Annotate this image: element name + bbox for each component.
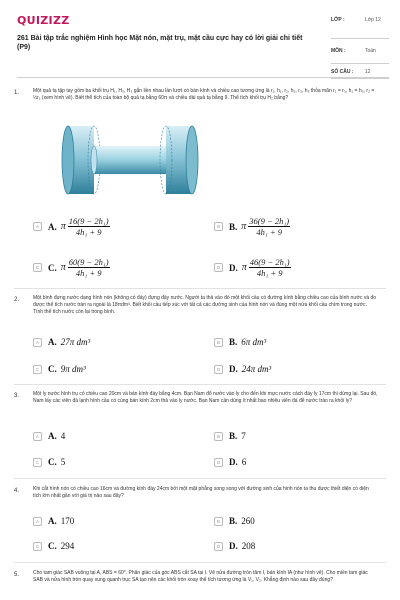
option-checkbox[interactable]: A bbox=[33, 517, 42, 526]
option-c[interactable] bbox=[33, 541, 74, 551]
option-checkbox[interactable]: D bbox=[214, 263, 223, 272]
option-c[interactable] bbox=[33, 457, 65, 467]
pi-symbol: π bbox=[60, 262, 66, 273]
option-b[interactable] bbox=[214, 516, 255, 526]
option-checkbox[interactable]: C bbox=[33, 458, 42, 467]
option-letter: D. bbox=[229, 541, 238, 551]
option-checkbox[interactable]: D bbox=[214, 365, 223, 374]
dumbbell-figure bbox=[60, 122, 200, 198]
meta-value: Lớp 12 bbox=[365, 17, 381, 23]
option-letter: B. bbox=[229, 431, 238, 441]
meta-value: Toán bbox=[365, 48, 376, 54]
option-checkbox[interactable]: B bbox=[214, 338, 223, 347]
option-letter: D. bbox=[229, 262, 238, 273]
fraction bbox=[248, 216, 290, 237]
option-letter: B. bbox=[229, 516, 238, 526]
quizizz-logo: QUIZIZZ bbox=[17, 14, 70, 27]
question-text: Cho tam giác SAB vuông tại A, ABS = 60°. Phân giác của góc ABS cắt SA tại I. Vẽ nửa đường tròn tâm I, bán kính IA (như hình vẽ). Cho miền tam giác SAB và nửa hình tròn quay xung quanh trục SA tạo nên các khối tròn xoay thể tích tương ứng là V₁, V₂. Khẳng định nào sau đây đúng? bbox=[33, 570, 368, 583]
question-text: Một quả tạ tập tay gồm ba khối trụ H₁, H₂, H₃ gắn liền nhau lần lượt có bán kính và chiều cao tương ứng là r₁, h₁, r₂, h₂, r₃, h₃ thỏa mãn r₁ = r₃, h₁ = h₃, r₂ = ½r₁ (xem hình vẽ). Biết thể tích của toàn bộ quả tạ bằng 60π và chiều dài quả tạ bằng 9. Thể tích khối trụ H₂ bằng? bbox=[33, 88, 375, 101]
header-divider bbox=[17, 77, 389, 78]
question-text: Một bình đựng nước dạng hình nón (không có đáy) đựng đầy nước. Người ta thả vào đó một khối cầu có đường kính bằng chiều cao của bình nước và đo được thể tích nước tràn ra ngoài là 18πdm³. Biết khối cầu tiếp xúc với tất cả các đường sinh của hình nón và đúng một nửa khối cầu chìm trong nước. Tính thể tích nước còn lại trong bình. bbox=[33, 295, 377, 315]
fraction bbox=[68, 257, 110, 278]
option-checkbox[interactable]: A bbox=[33, 338, 42, 347]
option-letter: C. bbox=[48, 541, 57, 551]
denominator: 4h₁ + 9 bbox=[256, 268, 283, 278]
meta-row-class bbox=[331, 14, 389, 39]
option-value: 170 bbox=[60, 516, 75, 526]
option-checkbox[interactable]: B bbox=[214, 517, 223, 526]
option-letter: C. bbox=[48, 262, 57, 273]
option-c[interactable] bbox=[33, 364, 86, 374]
numerator: 60(9 − 2h₁) bbox=[68, 257, 109, 267]
option-value: 6 bbox=[241, 457, 247, 467]
question-text: Khi cắt hình nón có chiều cao 16cm và đường kính đáy 24cm bởi một mặt phẳng song song với đường sinh của hình nón ta thu được thiết diện có diện tích lớn nhất gần với giá trị nào sau đây? bbox=[33, 486, 369, 499]
option-value: 6π dm³ bbox=[241, 337, 267, 347]
question-text: Một ly nước hình trụ có chiều cao 20cm và bán kính đáy bằng 4cm. Bạn Nam đổ nước vào ly cho đến khi mực nước cách đáy ly 17cm thì dừng lại. Sau đó, Nam lấy các viên đá lạnh hình cầu có cùng bán kính 2cm thả vào ly nước. Bạn Nam cần dùng ít nhất bao nhiêu viên đá để nước trào ra khỏi ly? bbox=[33, 391, 378, 404]
pi-symbol: π bbox=[241, 262, 247, 273]
question-divider bbox=[14, 288, 386, 289]
option-d[interactable] bbox=[214, 457, 246, 467]
meta-row-subject bbox=[331, 39, 389, 64]
question-divider bbox=[14, 562, 386, 563]
denominator: 4h₁ + 9 bbox=[256, 227, 283, 237]
option-a[interactable] bbox=[33, 516, 74, 526]
meta-value: 12 bbox=[365, 69, 371, 75]
option-checkbox[interactable]: B bbox=[214, 432, 223, 441]
question-number: 2. bbox=[14, 297, 20, 303]
option-checkbox[interactable]: D bbox=[214, 542, 223, 551]
option-value: 4 bbox=[60, 431, 66, 441]
question-number: 3. bbox=[14, 393, 20, 399]
denominator: 4h₁ + 9 bbox=[75, 227, 102, 237]
option-value: 7 bbox=[241, 431, 246, 441]
option-value: 5 bbox=[60, 457, 66, 467]
question-number: 5. bbox=[14, 572, 20, 578]
option-letter: D. bbox=[229, 457, 238, 467]
option-checkbox[interactable]: C bbox=[33, 263, 42, 272]
option-checkbox[interactable]: C bbox=[33, 365, 42, 374]
option-b[interactable] bbox=[214, 431, 246, 441]
pi-symbol: π bbox=[241, 221, 247, 232]
numerator: 36(9 − 2h₁) bbox=[249, 216, 290, 226]
option-d[interactable] bbox=[214, 541, 255, 551]
option-letter: A. bbox=[48, 431, 57, 441]
option-value: 294 bbox=[60, 541, 75, 551]
meta-label: MÔN : bbox=[331, 48, 346, 54]
option-checkbox[interactable]: A bbox=[33, 432, 42, 441]
option-letter: B. bbox=[229, 221, 238, 232]
meta-label: LỚP : bbox=[331, 17, 345, 23]
option-letter: A. bbox=[48, 337, 57, 347]
option-a[interactable] bbox=[33, 431, 65, 441]
option-b[interactable] bbox=[214, 337, 266, 347]
option-letter: B. bbox=[229, 337, 238, 347]
option-d[interactable] bbox=[214, 257, 291, 278]
page-title: 261 Bài tập trắc nghiệm Hình học Mặt nón, mặt trụ, mặt cầu cực hay có lời giải chi tiết (P9) bbox=[17, 35, 303, 51]
option-value: 208 bbox=[241, 541, 256, 551]
option-letter: A. bbox=[48, 516, 57, 526]
option-value: 9π dm³ bbox=[60, 364, 86, 374]
question-divider bbox=[14, 384, 386, 385]
option-d[interactable] bbox=[214, 364, 271, 374]
option-a[interactable] bbox=[33, 337, 90, 347]
meta-panel bbox=[331, 14, 389, 79]
question-number: 1. bbox=[14, 90, 20, 96]
option-letter: D. bbox=[229, 364, 238, 374]
meta-label: SỐ CÂU : bbox=[331, 69, 354, 75]
numerator: 46(9 − 2h₁) bbox=[249, 257, 290, 267]
fraction bbox=[249, 257, 291, 278]
option-value: 24π dm³ bbox=[241, 364, 272, 374]
option-checkbox[interactable]: B bbox=[214, 222, 223, 231]
option-value: 260 bbox=[241, 516, 255, 526]
option-letter: C. bbox=[48, 364, 57, 374]
option-a[interactable] bbox=[33, 216, 110, 237]
pi-symbol: π bbox=[60, 221, 66, 232]
numerator: 16(9 − 2h₁) bbox=[68, 216, 109, 226]
option-letter: C. bbox=[48, 457, 57, 467]
option-c[interactable] bbox=[33, 257, 110, 278]
option-checkbox[interactable]: D bbox=[214, 458, 223, 467]
option-letter: A. bbox=[48, 221, 57, 232]
fraction bbox=[68, 216, 110, 237]
denominator: 4h₁ + 9 bbox=[75, 268, 102, 278]
question-number: 4. bbox=[14, 488, 20, 494]
option-value: 27π dm³ bbox=[60, 337, 91, 347]
option-checkbox[interactable]: A bbox=[33, 222, 42, 231]
question-divider bbox=[14, 478, 386, 479]
option-b[interactable] bbox=[214, 216, 290, 237]
option-checkbox[interactable]: C bbox=[33, 542, 42, 551]
